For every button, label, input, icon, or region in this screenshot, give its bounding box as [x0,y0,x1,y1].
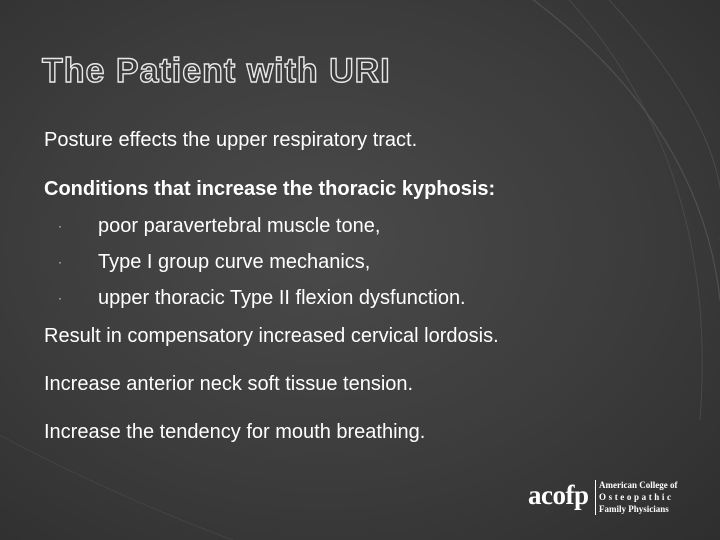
logo-line-1: American College of [599,480,678,490]
paragraph-conditions: Conditions that increase the thoracic kyphosis: [44,178,496,200]
acofp-logo [528,478,698,518]
paragraph-mouth-breathing: Increase the tendency for mouth breathing. [44,421,426,443]
paragraph-posture: Posture effects the upper respiratory tract. [44,129,418,151]
logo-divider [595,480,596,515]
slide-body [44,128,684,444]
logo-line-3: Family Physicians [599,504,669,514]
list-item-text: upper thoracic Type II flexion dysfunction. [98,287,466,309]
slide-title: The Patient with URI [42,52,391,90]
logo-line-2: Osteopathic [599,492,674,502]
conditions-list [44,214,684,310]
list-item-text: Type I group curve mechanics, [98,251,371,273]
logo-abbreviation: acofp [528,480,589,510]
bullet-icon: · [58,255,62,269]
list-item [44,286,684,310]
paragraph-neck-tension: Increase anterior neck soft tissue tension. [44,373,414,395]
list-item-text: poor paravertebral muscle tone, [98,215,381,237]
list-item [44,214,684,238]
bullet-icon: · [58,219,62,233]
paragraph-lordosis: Result in compensatory increased cervical lordosis. [44,325,499,347]
bullet-icon: · [58,291,62,305]
list-item [44,250,684,274]
